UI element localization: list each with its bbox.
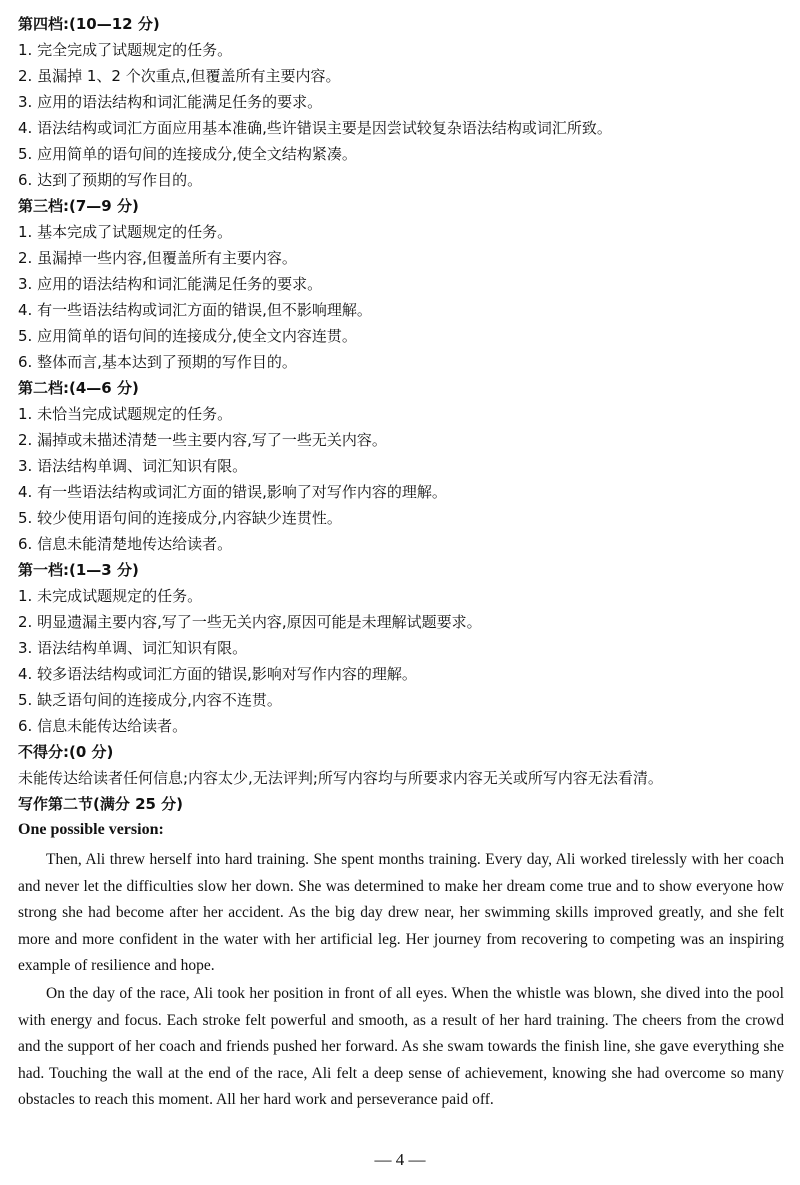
tier1-item: 5. 缺乏语句间的连接成分,内容不连贯。 bbox=[18, 691, 282, 709]
tier3-item: 2. 虽漏掉一些内容,但覆盖所有主要内容。 bbox=[18, 249, 297, 267]
tier3-item: 3. 应用的语法结构和词汇能满足任务的要求。 bbox=[18, 275, 323, 293]
tier2-item: 4. 有一些语法结构或词汇方面的错误,影响了对写作内容的理解。 bbox=[18, 483, 447, 501]
tier3-item: 1. 基本完成了试题规定的任务。 bbox=[18, 223, 233, 241]
tier2-item: 1. 未恰当完成试题规定的任务。 bbox=[18, 405, 233, 423]
tier2-heading: 第二档:(4—6 分) bbox=[18, 379, 139, 397]
essay-paragraph: Then, Ali threw herself into hard training. She spent months training. Every day, Ali worked tirelessly with her coach and never let the difficulties slow her down. She was determined to make her dream come true and to show everyone how strong she had become after her accident. As the big day drew near, her swimming skills improved greatly, and she felt more and more confident in the water with her artificial leg. Her journey from recovering to competing was an inspiring example of resilience and hope. bbox=[18, 851, 784, 975]
tier2-item: 5. 较少使用语句间的连接成分,内容缺少连贯性。 bbox=[18, 509, 342, 527]
tier4-item: 1. 完全完成了试题规定的任务。 bbox=[18, 41, 233, 59]
tier1-heading: 第一档:(1—3 分) bbox=[18, 561, 139, 579]
tier4-item: 2. 虽漏掉 1、2 个次重点,但覆盖所有主要内容。 bbox=[18, 67, 341, 85]
tier1-item: 2. 明显遗漏主要内容,写了一些无关内容,原因可能是未理解试题要求。 bbox=[18, 613, 482, 631]
tier2-item: 3. 语法结构单调、词汇知识有限。 bbox=[18, 457, 248, 475]
tier4-item: 4. 语法结构或词汇方面应用基本准确,些许错误主要是因尝试较复杂语法结构或词汇所致。 bbox=[18, 119, 612, 137]
tier1-item: 4. 较多语法结构或词汇方面的错误,影响对写作内容的理解。 bbox=[18, 665, 417, 683]
essay-paragraph: On the day of the race, Ali took her position in front of all eyes. When the whistle was blown, she dived into the pool with energy and focus. Each stroke felt powerful and smooth, as a result of her hard training. The cheers from the crowd and the support of her coach and friends pushed her forward. As she swam towards the finish line, she gave everything she had. Touching the wall at the end of the race, Ali felt a deep sense of achievement, knowing she had overcome so many obstacles to reach this moment. All her hard work and perseverance paid off. bbox=[18, 985, 784, 1109]
tier4-item: 3. 应用的语法结构和词汇能满足任务的要求。 bbox=[18, 93, 323, 111]
page-number: — 4 — bbox=[374, 1150, 426, 1169]
tier2-item: 6. 信息未能清楚地传达给读者。 bbox=[18, 535, 233, 553]
tier3-item: 4. 有一些语法结构或词汇方面的错误,但不影响理解。 bbox=[18, 301, 372, 319]
tier3-heading: 第三档:(7—9 分) bbox=[18, 197, 139, 215]
tier2-item: 2. 漏掉或未描述清楚一些主要内容,写了一些无关内容。 bbox=[18, 431, 387, 449]
tier1-item: 6. 信息未能传达给读者。 bbox=[18, 717, 188, 735]
tier4-heading: 第四档:(10—12 分) bbox=[18, 15, 160, 33]
tier3-item: 5. 应用简单的语句间的连接成分,使全文内容连贯。 bbox=[18, 327, 357, 345]
tier4-item: 6. 达到了预期的写作目的。 bbox=[18, 171, 203, 189]
tier0-text: 未能传达给读者任何信息;内容太少,无法评判;所写内容均与所要求内容无关或所写内容无法看清。 bbox=[18, 769, 663, 787]
tier1-item: 1. 未完成试题规定的任务。 bbox=[18, 587, 203, 605]
tier0-heading: 不得分:(0 分) bbox=[18, 743, 114, 761]
model-answer-label: One possible version: bbox=[18, 821, 164, 838]
tier3-item: 6. 整体而言,基本达到了预期的写作目的。 bbox=[18, 353, 297, 371]
tier1-item: 3. 语法结构单调、词汇知识有限。 bbox=[18, 639, 248, 657]
section-heading: 写作第二节(满分 25 分) bbox=[18, 795, 184, 813]
tier4-item: 5. 应用简单的语句间的连接成分,使全文结构紧凑。 bbox=[18, 145, 357, 163]
